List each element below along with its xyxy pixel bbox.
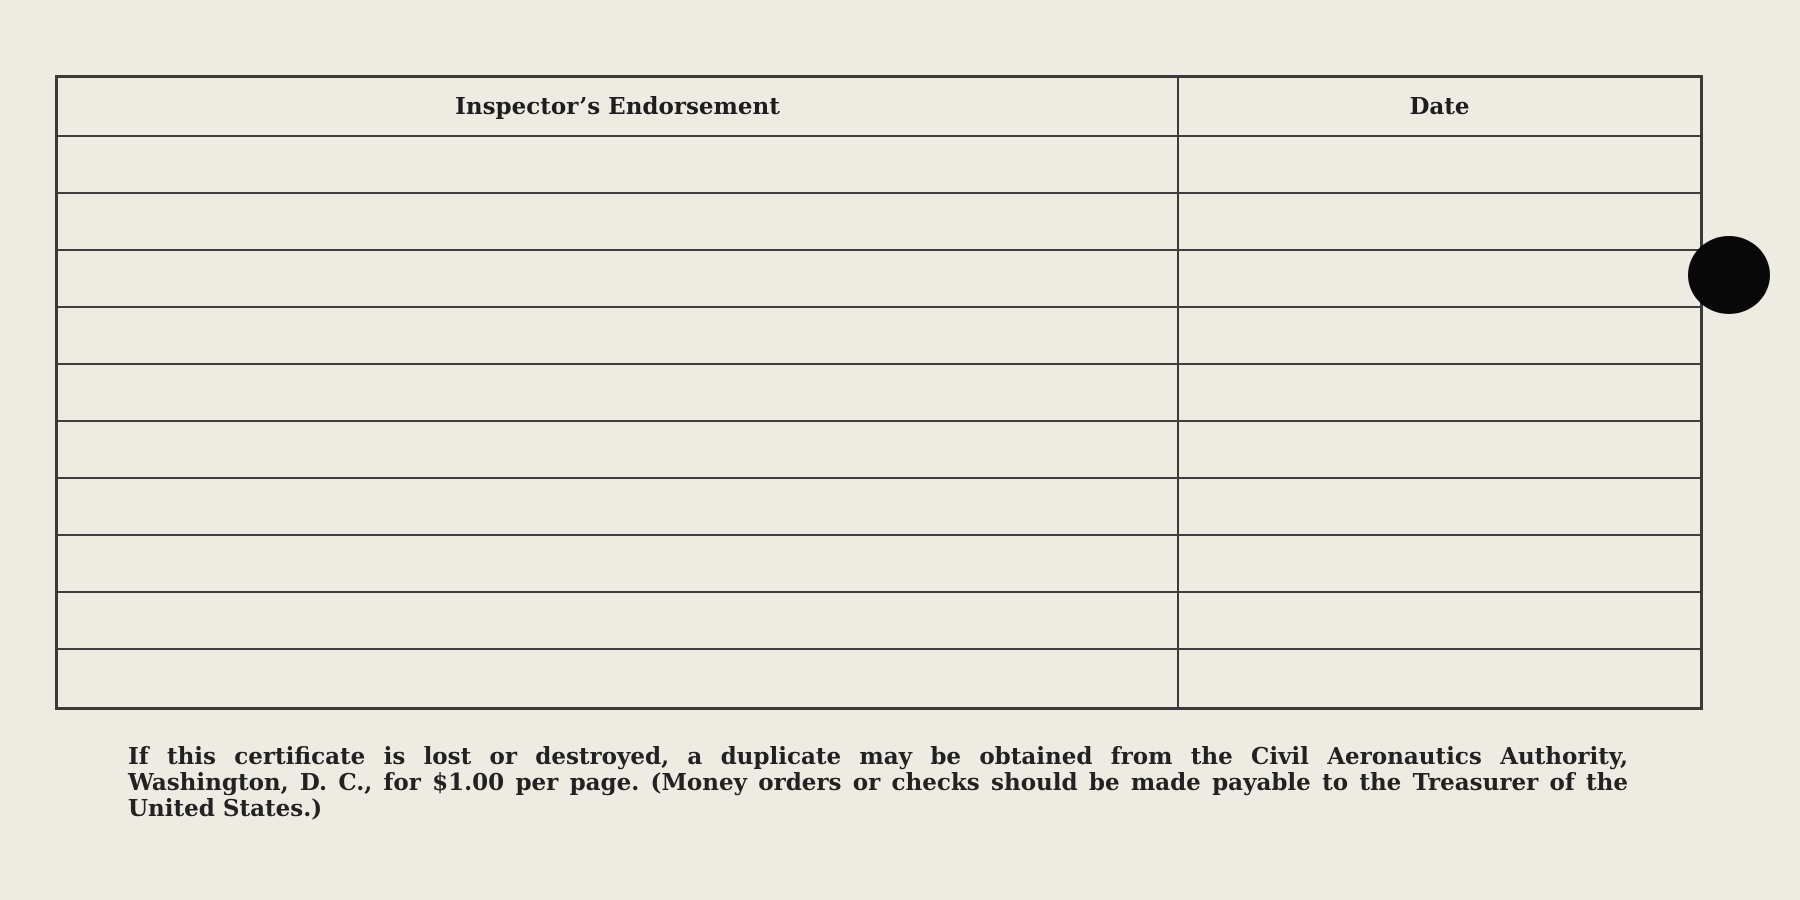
- table-row: [58, 536, 1700, 593]
- endorsement-cell: [58, 650, 1179, 707]
- header-inspectors-endorsement: Inspector’s Endorsement: [58, 78, 1179, 135]
- date-cell: [1179, 194, 1700, 249]
- date-cell: [1179, 536, 1700, 591]
- date-cell: [1179, 650, 1700, 707]
- table-row: [58, 422, 1700, 479]
- endorsement-cell: [58, 365, 1179, 420]
- table-row: [58, 194, 1700, 251]
- table-row: [58, 479, 1700, 536]
- table-row: [58, 137, 1700, 194]
- endorsement-cell: [58, 593, 1179, 648]
- endorsement-cell: [58, 308, 1179, 363]
- date-cell: [1179, 251, 1700, 306]
- date-cell: [1179, 422, 1700, 477]
- date-cell: [1179, 593, 1700, 648]
- endorsement-cell: [58, 479, 1179, 534]
- table-row: [58, 365, 1700, 422]
- table-row: [58, 308, 1700, 365]
- table-row: [58, 650, 1700, 707]
- punch-hole: [1688, 236, 1770, 314]
- endorsement-table: [55, 75, 1703, 710]
- table-header-row: [58, 78, 1700, 137]
- header-date: Date: [1409, 93, 1470, 120]
- table-row: [58, 251, 1700, 308]
- endorsement-cell: [58, 422, 1179, 477]
- date-cell: [1179, 137, 1700, 192]
- endorsement-cell: [58, 194, 1179, 249]
- date-cell: [1179, 308, 1700, 363]
- endorsement-cell: [58, 536, 1179, 591]
- footer-note: If this certificate is lost or destroyed, a duplicate may be obtained from the Civil Aeronautics Authority, Washington, D. C., for $1.00 per page. (Money orders or checks should be made payable to the Treasurer of the United States.): [128, 743, 1628, 822]
- endorsement-cell: [58, 137, 1179, 192]
- table-row: [58, 593, 1700, 650]
- endorsement-cell: [58, 251, 1179, 306]
- date-cell: [1179, 479, 1700, 534]
- date-cell: [1179, 365, 1700, 420]
